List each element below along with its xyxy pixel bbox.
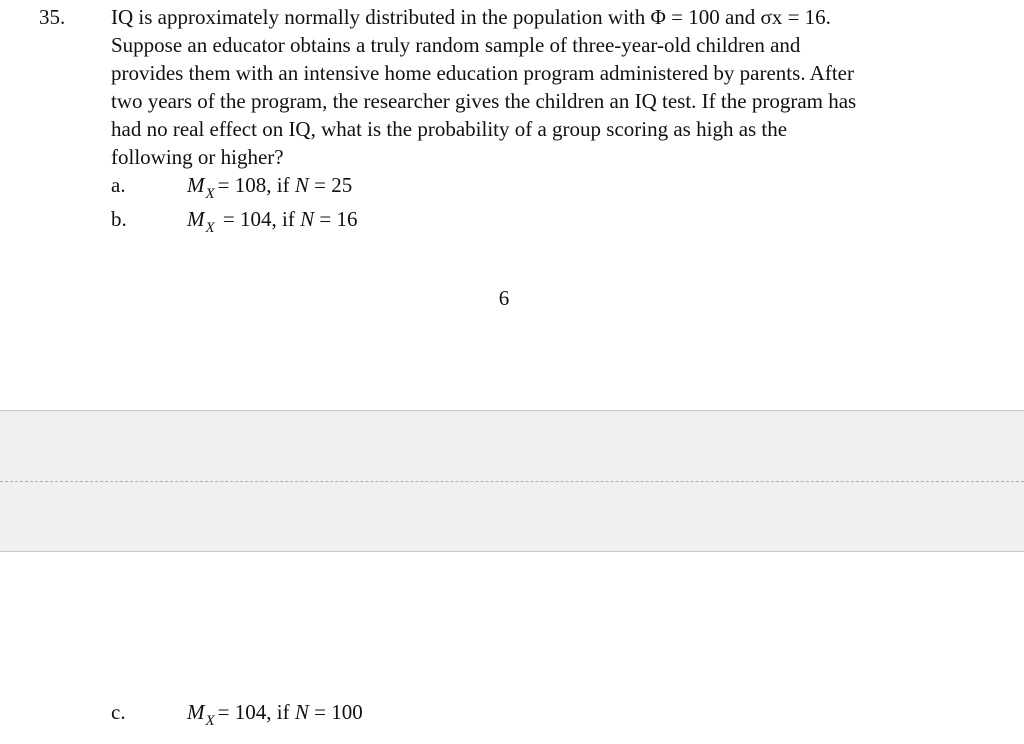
subquestion-c <box>111 698 363 729</box>
question-line: two years of the program, the researcher gives the children an IQ test. If the program has <box>111 89 857 113</box>
subquestion-label: a. <box>111 173 126 197</box>
mean-value: = 104, if <box>217 207 301 231</box>
n-value: = 16 <box>314 207 358 231</box>
question-text <box>111 3 991 171</box>
n-symbol: N <box>300 207 315 231</box>
question-line: following or higher? <box>111 145 284 169</box>
mean-value: = 104, if <box>217 700 295 724</box>
mean-symbol: M <box>187 173 205 197</box>
subquestion-a <box>111 171 352 202</box>
question-line: provides them with an intensive home education program administered by parents. After <box>111 61 854 85</box>
n-value: = 100 <box>308 700 363 724</box>
mean-subscript: X <box>205 713 215 729</box>
subquestion-b <box>111 205 357 236</box>
mean-symbol: M <box>187 700 205 724</box>
n-symbol: N <box>294 700 309 724</box>
question-line: Suppose an educator obtains a truly random sample of three-year-old children and <box>111 33 801 57</box>
question-number: 35. <box>39 5 66 29</box>
page-number: 6 <box>498 286 510 310</box>
page-break <box>0 410 1024 552</box>
mean-subscript: X <box>205 220 215 236</box>
subquestion-label: b. <box>111 207 127 231</box>
question-line: IQ is approximately normally distributed in the population with Φ = 100 and σx = 16. <box>111 5 831 29</box>
mean-symbol: M <box>187 207 205 231</box>
n-symbol: N <box>294 173 309 197</box>
subquestion-label: c. <box>111 700 126 724</box>
n-value: = 25 <box>308 173 353 197</box>
mean-subscript: X <box>205 186 215 202</box>
mean-value: = 108, if <box>217 173 295 197</box>
question-line: had no real effect on IQ, what is the probability of a group scoring as high as the <box>111 117 788 141</box>
page-break-dashed-line <box>0 481 1024 482</box>
